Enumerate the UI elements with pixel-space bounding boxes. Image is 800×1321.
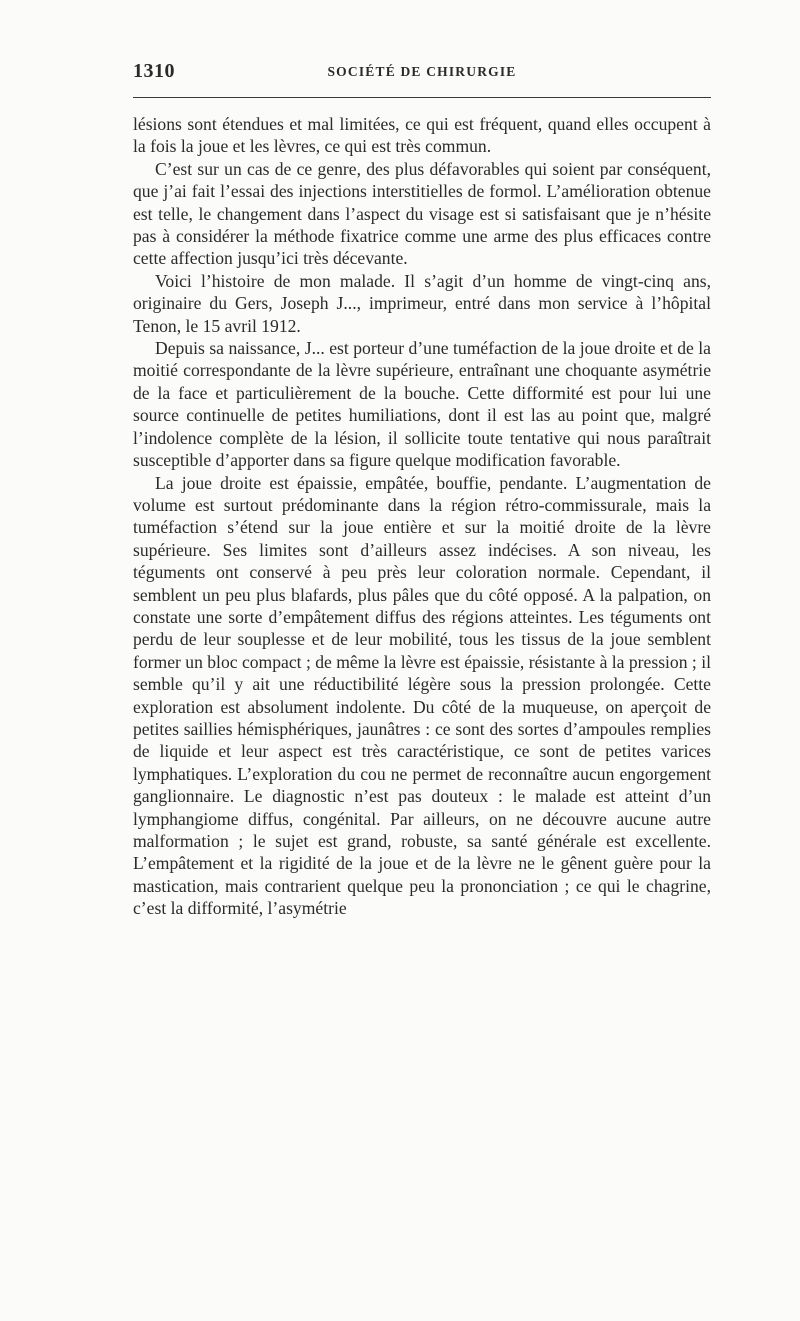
- paragraph-continuation: lésions sont étendues et mal limitées, ce qui est fréquent, quand elles occupent à la fois la joue et les lèvres, ce qui est très commun.: [133, 114, 711, 157]
- running-title: SOCIÉTÉ DE CHIRURGIE: [327, 64, 517, 79]
- body-text: [133, 113, 711, 920]
- paragraph: Depuis sa naissance, J... est porteur d’une tuméfaction de la joue droite et de la moitié correspondante de la lèvre supérieure, entraînant une choquante asymétrie de la face et particulièrement de la bouche. Cette difformité est pour lui une source continuelle de petites humiliations, dont il est las au point que, malgré l’indolence complète de la lésion, il sollicite toute tentative qui nous paraîtrait susceptible d’apporter dans sa figure quelque modification favorable.: [133, 338, 711, 471]
- page-header: [133, 58, 711, 88]
- paragraph: Voici l’histoire de mon malade. Il s’agit d’un homme de vingt-cinq ans, originaire du Gers, Joseph J..., imprimeur, entré dans mon service à l’hôpital Tenon, le 15 avril 1912.: [133, 270, 711, 336]
- paragraph: La joue droite est épaissie, empâtée, bouffie, pendante. L’augmentation de volume est surtout prédominante dans la région rétro-commissurale, mais la tuméfaction s’étend sur la joue entière et sur la moitié droite de la lèvre supérieure. Ses limites sont d’ailleurs assez indécises. A son niveau, les téguments ont conservé à peu près leur coloration normale. Cependant, il semblent un peu plus blafards, plus pâles que du côté opposé. A la palpation, on constate une sorte d’empâtement diffus des régions atteintes. Les téguments ont perdu de leur souplesse et de leur mobilité, tous les tissus de la joue semblent former un bloc compact ; de même la lèvre est épaissie, résistante à la pression ; il semble qu’il y ait une réductibilité légère sous la pression prolongée. Cette exploration est absolument indolente. Du côté de la muqueuse, on aperçoit de petites saillies hémisphériques, jaunâtres : ce sont des sortes d’ampoules remplies de liquide et leur aspect est très caractéristique, ce sont de petites varices lymphatiques. L’exploration du cou ne permet de reconnaître aucun engorgement ganglionnaire. Le diagnostic n’est pas douteux : le malade est atteint d’un lymphangiome diffus, congénital. Par ailleurs, on ne découvre aucune autre malformation ; le sujet est grand, robuste, sa santé générale est excellente. L’empâtement et la rigidité de la joue et de la lèvre ne le gênent guère pour la mastication, mais contrarient quelque peu la prononciation ; ce qui le chagrine, c’est la difformité, l’asymétrie: [133, 472, 711, 919]
- header-rule: [133, 97, 711, 98]
- page-number: 1310: [133, 60, 175, 82]
- paragraph: C’est sur un cas de ce genre, des plus défavorables qui soient par conséquent, que j’ai fait l’essai des injections interstitielles de formol. L’amélioration obtenue est telle, le changement dans l’aspect du visage est si satisfaisant que je n’hésite pas à considérer la méthode fixatrice comme une arme des plus efficaces contre cette affection jusqu’ici très décevante.: [133, 158, 711, 269]
